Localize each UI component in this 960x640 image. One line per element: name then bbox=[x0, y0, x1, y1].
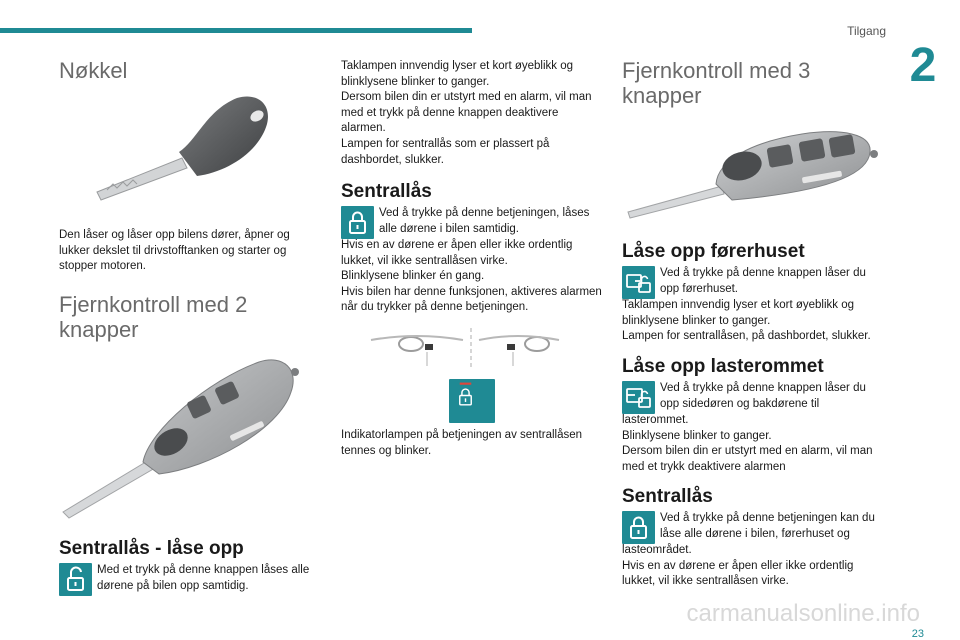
central-lock-3-icon-text: Ved å trykke på denne betjeningen kan du låse alle dørene i bilen, førerhuset og bbox=[660, 512, 875, 540]
cargo-unlock-icon bbox=[622, 381, 655, 414]
cab-unlock-description: Taklampen innvendig lyser et kort øyeblikk og blinklysene blinker to ganger. Lampen for sentrallåsen, på dashbordet, slukker. bbox=[622, 299, 871, 343]
cargo-unlock-icon-text: Ved å trykke på denne knappen låser du opp sidedøren og bakdørene til bbox=[660, 382, 866, 410]
chapter-number: 2 bbox=[909, 39, 937, 92]
two-button-remote-illustration bbox=[59, 350, 309, 522]
padlock-closed-icon bbox=[622, 511, 655, 544]
page-number: 23 bbox=[911, 628, 924, 640]
central-lock-indicator-button bbox=[449, 379, 495, 423]
padlock-open-icon bbox=[59, 563, 92, 596]
cab-unlock-icon bbox=[622, 266, 655, 299]
watermark: carmanualsonline.info bbox=[686, 600, 920, 627]
padlock-closed-icon bbox=[341, 206, 374, 239]
central-unlock-description: Med et trykk på denne knappen låses alle dørene på bilen opp samtidig. bbox=[97, 564, 310, 592]
heading-unlock-cab: Låse opp førerhuset bbox=[622, 241, 805, 262]
steering-wheel-icon bbox=[371, 336, 463, 366]
cab-unlock-icon-text: Ved å trykke på denne knappen låser du opp førerhuset. bbox=[660, 267, 866, 295]
heading-central-lock: Sentrallås bbox=[341, 181, 432, 202]
key-illustration bbox=[87, 90, 277, 205]
indicator-description: Indikatorlampen på betjeningen av sentrallåsen tennes og blinker. bbox=[341, 429, 583, 457]
heading-remote-3-buttons: Fjernkontroll med 3 knapper bbox=[622, 58, 811, 108]
three-button-remote-illustration bbox=[622, 124, 884, 220]
heading-remote-2-buttons: Fjernkontroll med 2 knapper bbox=[59, 292, 248, 342]
heading-central-unlock: Sentrallås - låse opp bbox=[59, 538, 244, 559]
central-lock-3-description: lasteområdet. Hvis en av dørene er åpen eller ikke ordentlig lukket, vil ikke sentrallåsen virke. bbox=[622, 544, 854, 588]
heading-key: Nøkkel bbox=[59, 58, 128, 83]
steering-wheel-icon bbox=[479, 336, 559, 366]
heading-unlock-cargo: Låse opp lasterommet bbox=[622, 356, 824, 377]
heading-central-lock-3: Sentrallås bbox=[622, 486, 713, 507]
dashboard-steering-illustration bbox=[367, 326, 563, 370]
unlock-followup-text: Taklampen innvendig lyser et kort øyeblikk og blinklysene blinker to ganger. Dersom bilen din er utstyrt med en alarm, vil man med et trykk på denne knappen deaktivere alarmen. Lampen for sentrallås som er plassert på dashbordet, slukker. bbox=[341, 60, 592, 166]
top-accent-bar bbox=[0, 28, 472, 33]
key-description: Den låser og låser opp bilens dører, åpner og lukker dekslet til drivstofftanken og starter og stopper motoren. bbox=[59, 229, 290, 273]
cargo-unlock-description: lasterommet. Blinklysene blinker to ganger. Dersom bilen din er utstyrt med en alarm, vil man med et trykk deaktivere alarmen bbox=[622, 414, 873, 473]
running-head: Tilgang bbox=[847, 24, 886, 38]
central-lock-description: Hvis en av dørene er åpen eller ikke ordentlig lukket, vil ikke sentrallåsen virke. Blinklysene blinker én gang. Hvis bilen har denne funksjonen, aktiveres alarmen når du trykker på denne betjeningen. bbox=[341, 239, 602, 314]
central-lock-icon-text: Ved å trykke på denne betjeningen, låses alle dørene i bilen samtidig. bbox=[379, 207, 590, 235]
